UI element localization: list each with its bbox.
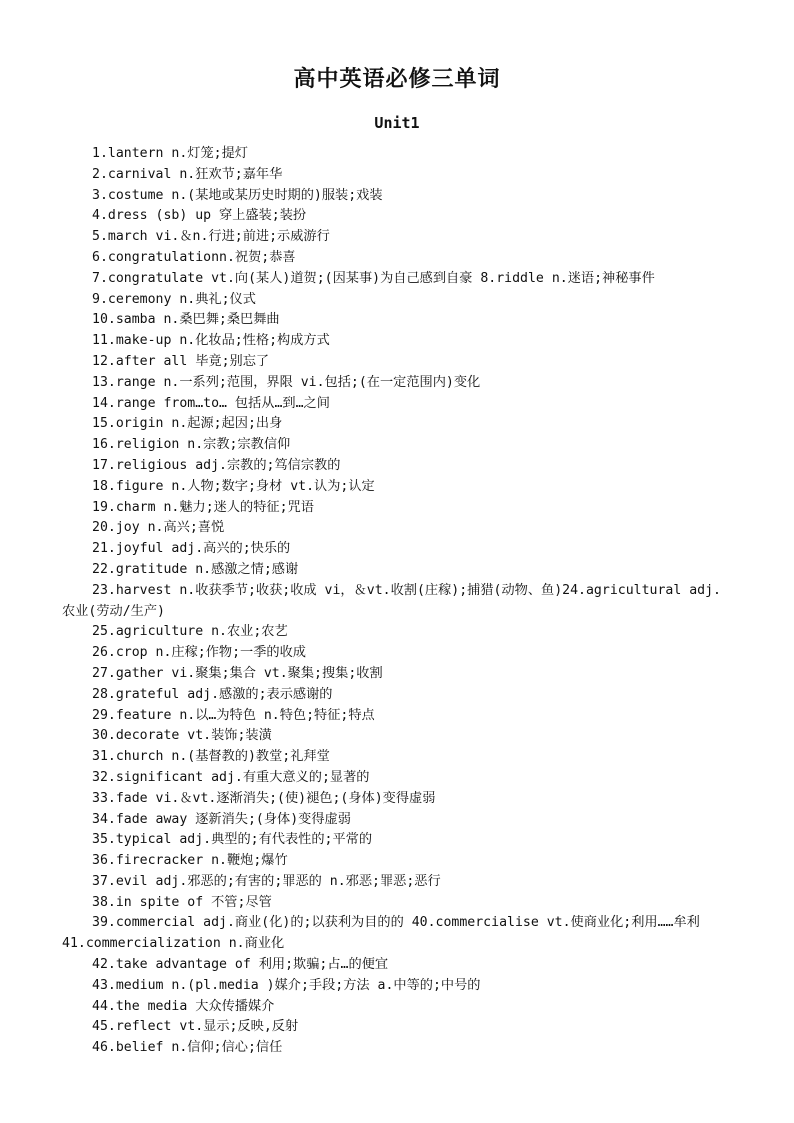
vocab-entry: 18.figure n.人物;数字;身材 vt.认为;认定: [92, 478, 375, 494]
vocab-entry: 4.dress (sb) up 穿上盛装;装扮: [92, 208, 307, 224]
vocab-entry: 31.church n.(基督教的)教堂;礼拜堂: [92, 749, 330, 765]
vocab-entry: 13.range n.一系列;范围，界限 vi.包括;(在一定范围内)变化: [92, 374, 481, 390]
vocab-entry: 32.significant adj.有重大意义的;显著的: [92, 769, 370, 785]
vocab-entry: 15.origin n.起源;起因;出身: [92, 416, 283, 432]
vocab-entry: 16.religion n.宗教;宗教信仰: [92, 437, 291, 453]
vocab-entry: 7.congratulate vt.向(某人)道贺;(因某事)为自己感到自豪 8.riddle n.迷语;神秘事件: [92, 270, 655, 286]
vocab-entry: 14.range from…to… 包括从…到…之间: [92, 395, 330, 411]
vocab-entry: 37.evil adj.邪恶的;有害的;罪恶的 n.邪恶;罪恶;恶行: [92, 873, 441, 889]
vocab-entry: 2.carnival n.狂欢节;嘉年华: [92, 166, 283, 182]
vocab-entry: 45.reflect vt.显示;反映,反射: [92, 1019, 299, 1035]
vocab-entry: 27.gather vi.聚集;集合 vt.聚集;搜集;收割: [92, 665, 383, 681]
vocab-entry: 10.samba n.桑巴舞;桑巴舞曲: [92, 312, 280, 328]
vocab-entry: 43.medium n.(pl.media )媒介;手段;方法 a.中等的;中号的: [92, 977, 481, 993]
vocab-entry: 28.grateful adj.感激的;表示感谢的: [92, 686, 333, 702]
vocab-entry: 9.ceremony n.典礼;仪式: [92, 291, 256, 307]
vocab-entry: 5.march vi.＆n.行进;前进;示威游行: [92, 229, 330, 245]
unit-heading: Unit1: [374, 114, 420, 132]
vocab-entry: 23.harvest n.收获季节;收获;收成 vi，＆vt.收割(庄稼);捕猎(动物、鱼)24.agricultural adj.农业(劳动/生产): [62, 582, 721, 619]
vocab-entry: 29.feature n.以…为特色 n.特色;特征;特点: [92, 707, 375, 723]
vocab-entry: 6.congratulationn.祝贺;恭喜: [92, 249, 296, 265]
page-title: 高中英语必修三单词: [293, 67, 501, 92]
vocab-entry: 33.fade vi.＆vt.逐渐消失;(使)褪色;(身体)变得虚弱: [92, 790, 436, 806]
vocab-entry: 20.joy n.高兴;喜悦: [92, 520, 225, 536]
vocab-entry: 39.commercial adj.商业(化)的;以获利为目的的 40.commercialise vt.使商业化;利用……牟利 41.commercialization n.商业化: [62, 915, 700, 952]
vocab-entry: 17.religious adj.宗教的;笃信宗教的: [92, 457, 341, 473]
vocab-entry: 22.gratitude n.感激之情;感谢: [92, 561, 299, 577]
vocab-entry: 30.decorate vt.装饰;装潢: [92, 728, 272, 744]
vocabulary-list: [62, 144, 734, 1059]
vocab-entry: 44.the media 大众传播媒介: [92, 998, 275, 1014]
vocab-entry: 12.after all 毕竟;别忘了: [92, 353, 270, 369]
vocab-entry: 34.fade away 逐新消失;(身体)变得虚弱: [92, 811, 351, 827]
vocab-entry: 42.take advantage of 利用;欺骗;占…的便宜: [92, 957, 389, 973]
vocab-entry: 25.agriculture n.农业;农艺: [92, 624, 288, 640]
vocab-entry: 46.belief n.信仰;信心;信任: [92, 1040, 283, 1056]
vocab-entry: 26.crop n.庄稼;作物;一季的收成: [92, 645, 306, 661]
vocab-entry: 1.lantern n.灯笼;提灯: [92, 146, 248, 161]
vocab-entry: 35.typical adj.典型的;有代表性的;平常的: [92, 832, 373, 848]
vocab-entry: 21.joyful adj.高兴的;快乐的: [92, 541, 291, 557]
vocab-entry: 19.charm n.魅力;迷人的特征;咒语: [92, 499, 314, 515]
vocab-entry: 36.firecracker n.鞭炮;爆竹: [92, 853, 288, 869]
vocab-entry: 11.make-up n.化妆品;性格;构成方式: [92, 333, 330, 349]
vocab-entry: 3.costume n.(某地或某历史时期的)服装;戏装: [92, 187, 383, 203]
vocab-entry: 38.in spite of 不管;尽管: [92, 894, 272, 910]
